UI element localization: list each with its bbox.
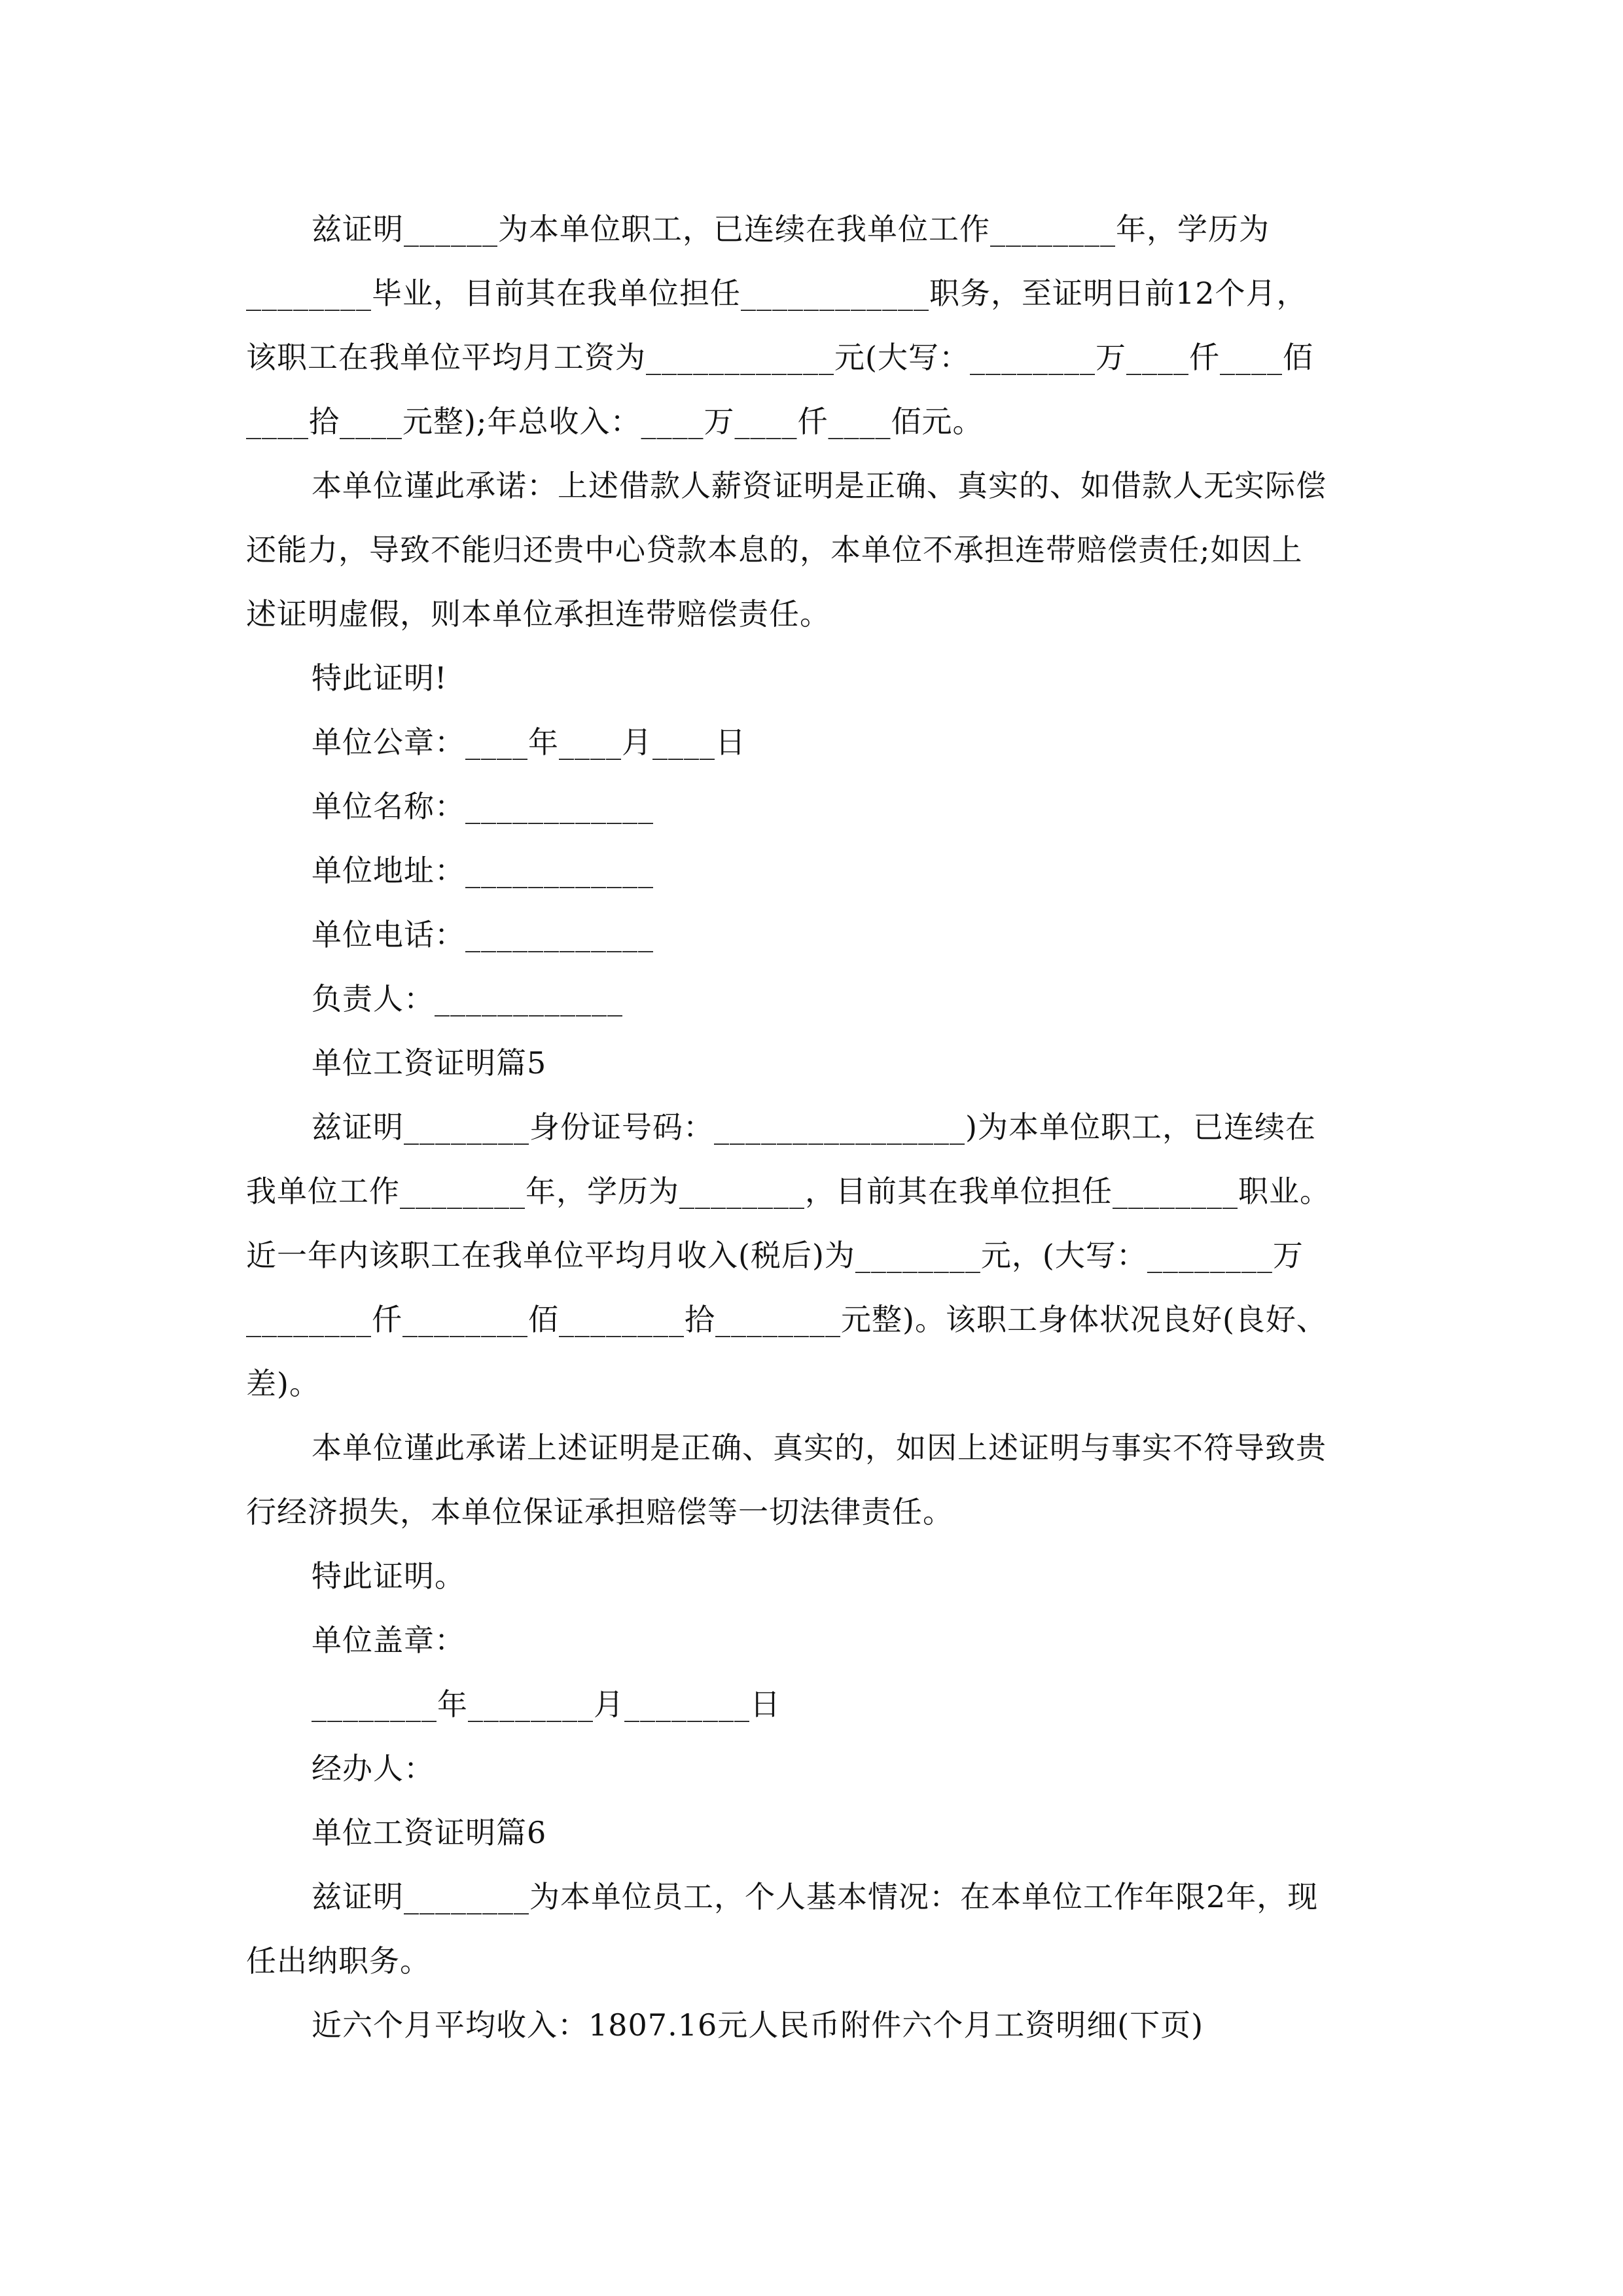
body-line-7: 述证明虚假，则本单位承担连带赔偿责任。 xyxy=(246,596,830,632)
body-line-5: 本单位谨此承诺：上述借款人薪资证明是正确、真实的、如借款人无实际偿 xyxy=(312,468,1327,503)
body-line-8: 兹证明________身份证号码：________________)为本单位职工，已连续在 xyxy=(312,1109,1316,1145)
body-line-11: ________仟________佰________拾________元整)。该职工身体状况良好(良好、 xyxy=(246,1302,1327,1337)
seal-date-line: 单位公章：____年____月____日 xyxy=(312,725,746,760)
body-line-17: 近六个月平均收入：1807.16元人民币附件六个月工资明细(下页) xyxy=(312,2007,1204,2043)
closing-line-2: 特此证明。 xyxy=(312,1558,465,1594)
body-line-10: 近一年内该职工在我单位平均月收入(税后)为________元，(大写：________万 xyxy=(246,1238,1304,1273)
handler-line: 经办人： xyxy=(312,1751,435,1786)
unit-name-line: 单位名称：____________ xyxy=(312,789,654,824)
unit-seal-line: 单位盖章： xyxy=(312,1623,465,1658)
responsible-line: 负责人：____________ xyxy=(312,981,623,1016)
body-line-4: ____拾____元整);年总收入：____万____仟____佰元。 xyxy=(246,404,984,439)
date-line: ________年________月________日 xyxy=(312,1687,781,1722)
body-line-14: 行经济损失，本单位保证承担赔偿等一切法律责任。 xyxy=(246,1494,954,1530)
section-heading-5: 单位工资证明篇5 xyxy=(312,1045,547,1081)
body-line-12: 差)。 xyxy=(246,1366,320,1401)
body-line-3: 该职工在我单位平均月工资为____________元(大写：________万____仟____佰 xyxy=(246,340,1313,375)
body-line-6: 还能力，导致不能归还贵中心贷款本息的，本单位不承担连带赔偿责任;如因上 xyxy=(246,532,1303,567)
body-line-15: 兹证明________为本单位员工，个人基本情况：在本单位工作年限2年，现 xyxy=(312,1879,1319,1914)
section-heading-6: 单位工资证明篇6 xyxy=(312,1815,547,1850)
closing-line-1: 特此证明! xyxy=(312,660,448,696)
unit-phone-line: 单位电话：____________ xyxy=(312,917,654,952)
body-line-9: 我单位工作________年，学历为________，目前其在我单位担任________职业。 xyxy=(246,1174,1330,1209)
body-line-2: ________毕业，目前其在我单位担任____________职务，至证明日前12个月， xyxy=(246,276,1308,311)
body-line-16: 任出纳职务。 xyxy=(246,1943,431,1979)
unit-address-line: 单位地址：____________ xyxy=(312,853,654,888)
body-line-13: 本单位谨此承诺上述证明是正确、真实的，如因上述证明与事实不符导致贵 xyxy=(312,1430,1327,1465)
body-line-1: 兹证明______为本单位职工，已连续在我单位工作________年，学历为 xyxy=(312,211,1270,247)
